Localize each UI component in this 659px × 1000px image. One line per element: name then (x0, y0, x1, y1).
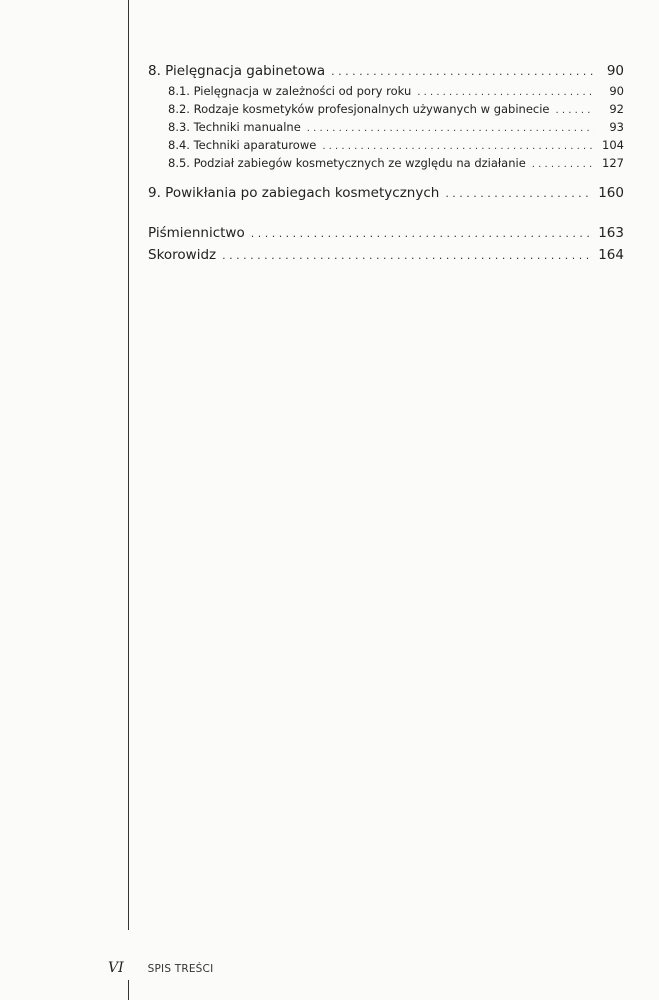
leader-dots (307, 118, 594, 136)
leader-dots (222, 244, 592, 266)
leader-dots (532, 154, 594, 172)
table-of-contents (148, 60, 624, 266)
toc-entry-chapter-8[interactable] (148, 60, 624, 82)
vertical-rule-bottom (128, 980, 129, 1000)
leader-dots (556, 100, 595, 118)
toc-entry-bibliography[interactable] (148, 222, 624, 244)
toc-entry-page: 164 (598, 247, 624, 263)
toc-entry-8-1[interactable] (148, 82, 624, 100)
leader-dots (445, 182, 592, 204)
toc-entry-8-2[interactable] (148, 100, 624, 118)
vertical-rule-top (128, 0, 129, 930)
leader-dots (251, 222, 593, 244)
toc-entry-label: 8.4. Techniki aparaturowe (168, 138, 317, 152)
toc-entry-page: 92 (609, 102, 624, 116)
leader-dots (322, 136, 594, 154)
toc-entry-page: 127 (602, 156, 624, 170)
toc-entry-index[interactable] (148, 244, 624, 266)
toc-entry-label: 9. Powikłania po zabiegach kosmetycznych (148, 185, 440, 201)
leader-dots (331, 60, 594, 82)
page-footer (108, 960, 213, 976)
toc-entry-page: 104 (602, 138, 624, 152)
toc-entry-label: 8.1. Pielęgnacja w zależności od pory roku (168, 84, 412, 98)
toc-entry-label: 8.2. Rodzaje kosmetyków profesjonalnych używanych w gabinecie (168, 102, 550, 116)
toc-entry-label: 8.5. Podział zabiegów kosmetycznych ze względu na działanie (168, 156, 526, 170)
toc-entry-label: 8. Pielęgnacja gabinetowa (148, 63, 326, 79)
toc-entry-label: Skorowidz (148, 247, 217, 263)
toc-entry-8-3[interactable] (148, 118, 624, 136)
toc-entry-8-4[interactable] (148, 136, 624, 154)
toc-entry-page: 163 (598, 225, 624, 241)
toc-entry-page: 90 (606, 63, 624, 79)
toc-entry-label: Piśmiennictwo (148, 225, 245, 241)
running-head: SPIS TREŚCI (147, 963, 214, 975)
toc-entry-page: 90 (609, 84, 624, 98)
toc-entry-label: 8.3. Techniki manualne (168, 120, 301, 134)
toc-entry-page: 93 (609, 120, 624, 134)
toc-entry-chapter-9[interactable] (148, 182, 624, 204)
leader-dots (417, 82, 594, 100)
page-number: VI (108, 960, 124, 976)
toc-entry-page: 160 (598, 185, 624, 201)
toc-entry-8-5[interactable] (148, 154, 624, 172)
